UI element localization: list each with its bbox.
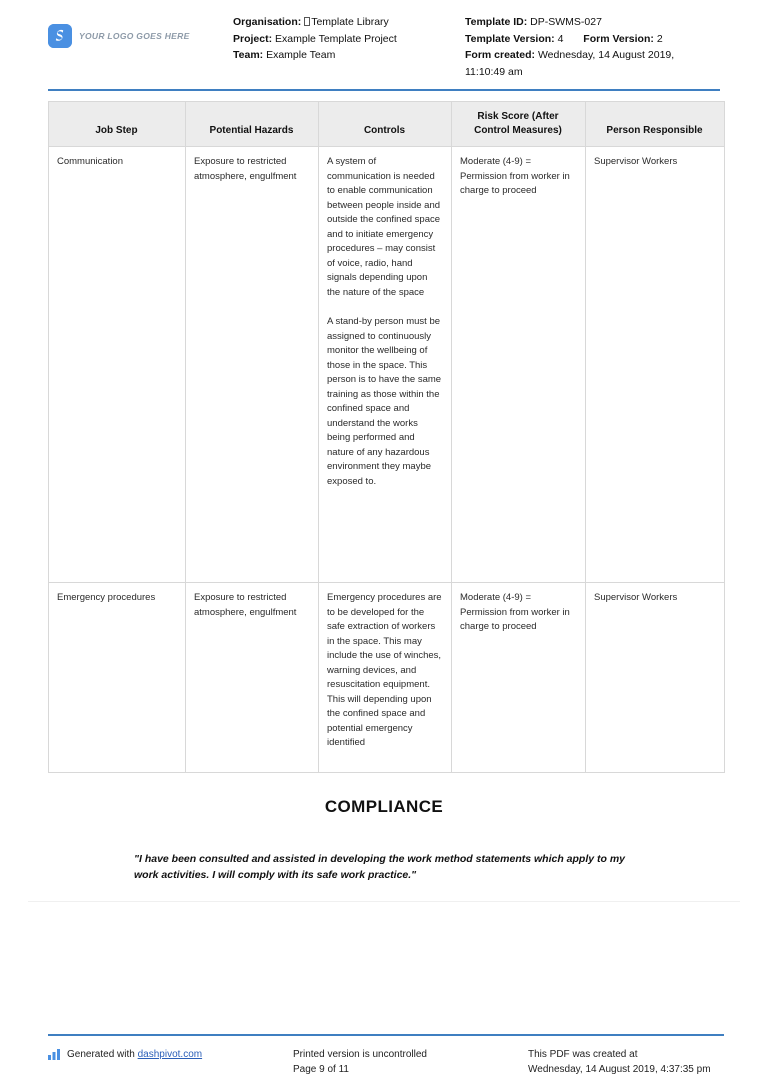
controls-paragraph-1: A system of communication is needed to enable communication between people inside and outside the confined space and to initiate emergency procedures – may consist of voice, radio, hand signals depending upon the nature of the space [327, 156, 441, 298]
meta-versions [465, 31, 724, 48]
cell-job-step: Communication [49, 147, 186, 583]
meta-form-version-label: Form Version: [583, 32, 654, 45]
compliance-statement: "I have been consulted and assisted in developing the work method statements which apply to my work activities. I will comply with its safe work practice." [134, 853, 625, 881]
header-accent-rule [48, 89, 720, 91]
compliance-heading: COMPLIANCE [324, 797, 444, 816]
meta-organisation-label: Organisation: [233, 16, 302, 28]
column-header-risk-score: Risk Score (After Control Measures) [452, 102, 586, 147]
meta-template-id-label: Template ID: [465, 16, 528, 28]
footer-generated-block [48, 1047, 293, 1062]
document-header [0, 0, 768, 80]
footer-page-number: Page 9 of 11 [293, 1064, 349, 1075]
column-header-person-responsible: Person Responsible [586, 102, 725, 147]
controls-paragraph-2: A stand-by person must be assigned to continuously monitor the wellbeing of those in the space. This person is to have the same training as those within the confined space and understand the works being performed and nature of any hazardous environment they maybe exposed to. [327, 316, 442, 487]
meta-form-created [465, 47, 724, 64]
meta-template-version-label: Template Version: [465, 32, 555, 45]
cell-potential-hazards: Exposure to restricted atmosphere, engulfment [186, 147, 319, 583]
bar-chart-icon [48, 1049, 61, 1060]
meta-team-value: Example Team [266, 49, 336, 61]
table-row [49, 147, 725, 583]
cell-person-responsible: Supervisor Workers [586, 147, 725, 583]
dashpivot-logo-icon [48, 24, 72, 48]
meta-organisation [233, 14, 465, 31]
header-meta-left [233, 14, 465, 64]
footer-accent-rule [48, 1034, 724, 1036]
meta-template-id-value: DP-SWMS-027 [530, 16, 602, 28]
cell-potential-hazards: Exposure to restricted atmosphere, engulfment [186, 583, 319, 773]
meta-project-value: Example Template Project [275, 32, 397, 45]
cell-person-responsible: Supervisor Workers [586, 583, 725, 773]
cell-risk-score: Moderate (4-9) = Permission from worker in charge to proceed [452, 583, 586, 773]
swms-table-container [48, 101, 724, 773]
missing-glyph-box [304, 17, 310, 26]
footer-generated-prefix: Generated with [67, 1049, 135, 1060]
meta-template-version-value: 4 [557, 32, 564, 45]
cell-job-step: Emergency procedures [49, 583, 186, 773]
meta-project-label: Project: [233, 32, 273, 45]
footer-generated-text [67, 1047, 202, 1062]
meta-form-created-value: Wednesday, 14 August 2019, [537, 49, 675, 61]
header-meta-right [465, 14, 724, 80]
document-footer [0, 1034, 768, 1087]
meta-team-label: Team: [233, 49, 264, 61]
meta-form-version-value: 2 [656, 32, 663, 45]
cell-risk-score: Moderate (4-9) = Permission from worker in charge to proceed [452, 147, 586, 583]
meta-project [233, 31, 465, 48]
meta-form-created-time: 11:10:49 am [465, 65, 523, 78]
controls-paragraph-1: Emergency procedures are to be developed for the safe extraction of workers in the space. This may include the use of winches, warning devices, and resuscitation equipment. This will depending upon the confined space and potential emergency identified [327, 592, 442, 748]
footer-created-value: Wednesday, 14 August 2019, 4:37:35 pm [528, 1064, 711, 1075]
meta-form-created-label: Form created: [465, 49, 536, 61]
meta-organisation-value: Template Library [311, 16, 389, 28]
cell-controls [319, 583, 452, 773]
column-header-potential-hazards: Potential Hazards [186, 102, 319, 147]
meta-template-id [465, 14, 724, 31]
logo-placeholder-text: YOUR LOGO GOES HERE [79, 31, 190, 41]
swms-table [48, 101, 725, 773]
compliance-divider [28, 901, 740, 902]
footer-printed-notice: Printed version is uncontrolled [293, 1049, 427, 1060]
column-header-job-step: Job Step [49, 102, 186, 147]
dashpivot-link[interactable]: dashpivot.com [137, 1049, 203, 1060]
table-header-row [49, 102, 725, 147]
footer-created-label: This PDF was created at [528, 1049, 638, 1060]
logo-block [48, 14, 233, 48]
footer-created-block [528, 1047, 724, 1077]
compliance-section [0, 797, 768, 883]
column-header-controls: Controls [319, 102, 452, 147]
meta-team [233, 47, 465, 64]
table-row [49, 583, 725, 773]
cell-controls [319, 147, 452, 583]
footer-print-block [293, 1047, 528, 1077]
